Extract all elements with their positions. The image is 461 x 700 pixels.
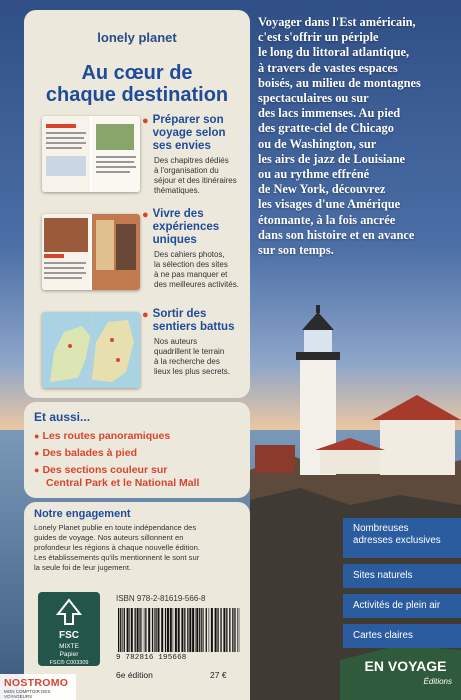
tag-label: Sites naturels [353, 570, 413, 581]
feature-description: lieux les plus secrets. [154, 367, 231, 376]
also-title: Et aussi... [34, 410, 91, 424]
also-item-continuation: Central Park et le National Mall [46, 477, 200, 489]
barcode-bar [142, 608, 143, 652]
barcode-bar [139, 608, 140, 652]
barcode-bar [220, 608, 221, 652]
also-panel [24, 402, 250, 498]
feature-title: sentiers battus [152, 321, 235, 333]
barcode-bar [144, 608, 145, 652]
barcode-bar [120, 608, 121, 652]
also-item [34, 464, 167, 476]
tag-box [343, 564, 461, 588]
guide-map-image [42, 312, 140, 388]
tag-box [343, 624, 461, 648]
engagement-line: guides de voyage. Nos auteurs sillonnent en [34, 533, 184, 542]
barcode-bar [223, 608, 225, 652]
bullet-icon: ● [34, 431, 40, 441]
feature-title: voyage selon [152, 127, 226, 139]
barcode-bar [178, 608, 180, 652]
bullet-icon: ● [142, 309, 149, 321]
intro-line: sur son temps. [258, 243, 334, 258]
bullet-icon: ● [34, 465, 40, 475]
barcode-bar [131, 608, 133, 652]
feature-description: à ne pas manquer et [154, 270, 228, 279]
intro-line: les visages d'une Amérique [258, 197, 401, 212]
barcode-bar [226, 608, 227, 652]
feature-item [142, 114, 252, 196]
engagement-panel [24, 502, 250, 700]
barcode-bar [148, 608, 150, 652]
barcode-bar [211, 608, 213, 652]
bullet-icon: ● [34, 448, 40, 458]
stamp-name: NOSTROMO [4, 677, 69, 689]
intro-line: boisés, au milieu de montagnes [258, 75, 421, 90]
tag-label: Activités de plein air [353, 600, 441, 611]
intro-line: Voyager dans l'Est américain, [258, 15, 416, 29]
fsc-code: FSC® C003309 [49, 660, 89, 666]
also-item [34, 430, 170, 442]
edition-label: 6e édition [116, 670, 153, 680]
intro-line: c'est s'offrir un périple [258, 30, 379, 45]
features-panel [24, 10, 250, 398]
intro-line: des gratte-ciel de Chicago [258, 121, 394, 136]
barcode-bar [209, 608, 210, 652]
feature-description: Des chapitres dédiés [154, 156, 229, 165]
fsc-logo [38, 592, 100, 666]
barcode-bar [173, 608, 174, 652]
barcode-bar [206, 608, 207, 652]
intro-line: des lacs immenses. Au pied [258, 106, 401, 121]
barcode-bar [167, 608, 169, 652]
feature-description: séjour et des itinéraires [154, 176, 237, 185]
guide-spread-image-2 [42, 214, 140, 290]
barcode-bar [170, 608, 172, 652]
intro-line: le long du littoral atlantique, [258, 45, 410, 60]
engagement-title: Notre engagement [34, 508, 131, 520]
feature-title: ses envies [152, 140, 211, 152]
barcode-bar [152, 608, 153, 652]
barcode-bar [124, 608, 125, 652]
collection-logo: EN VOYAGE [364, 658, 447, 674]
barcode-bar [199, 608, 200, 652]
tag-box [343, 518, 461, 558]
engagement-line: profondeur les régions à chaque nouvelle édition. [34, 543, 200, 552]
barcode-bar [165, 608, 166, 652]
barcode-bar [189, 608, 191, 652]
also-item [34, 447, 137, 459]
panel-title-line: Au cœur de [81, 62, 193, 84]
lonely-planet-logo: lonely planet [97, 30, 177, 45]
fsc-mixte: MIXTE [59, 643, 79, 650]
barcode-bar [161, 608, 163, 652]
bullet-icon: ● [142, 115, 149, 127]
intro-line: ou de Washington, sur [258, 136, 377, 151]
feature-item [142, 308, 252, 377]
barcode [116, 608, 242, 652]
engagement-line: Les établissements qu'ils mentionnent le sont sur [34, 553, 200, 562]
barcode-bar [145, 608, 146, 652]
barcode-bar [215, 608, 217, 652]
barcode-bar [154, 608, 155, 652]
barcode-bar [229, 608, 230, 652]
barcode-bar [234, 608, 235, 652]
intro-text [258, 15, 461, 258]
barcode-bar [195, 608, 196, 652]
barcode-bar [184, 608, 185, 652]
barcode-bar [237, 608, 238, 652]
barcode-bar [122, 608, 123, 652]
engagement-line: la seule foi de leur jugement. [34, 563, 132, 572]
barcode-bar [232, 608, 233, 652]
feature-description: à l'organisation du [154, 166, 219, 175]
barcode-bar [137, 608, 139, 652]
barcode-bar [118, 608, 119, 652]
stamp-subtitle: MON COMPTOIR DES VOYAGEURS [4, 689, 51, 699]
engagement-text [34, 523, 240, 573]
also-item-label: Les routes panoramiques [42, 430, 171, 442]
tag-label: adresses exclusives [353, 535, 441, 546]
tag-label: Nombreuses [353, 523, 409, 534]
fsc-papier: Papier [59, 651, 79, 658]
barcode-bar [196, 608, 198, 652]
barcode-bar [175, 608, 177, 652]
intro-line: étonnante, à la fois ancrée [258, 212, 396, 227]
publisher-label: Éditions [423, 677, 452, 686]
barcode-bar [187, 608, 188, 652]
feature-title: Préparer son [152, 114, 224, 126]
intro-line: à travers de vastes espaces [258, 60, 398, 75]
feature-description: thématiques. [154, 186, 200, 195]
barcode-bar [201, 608, 202, 652]
feature-description: quadrillent le terrain [154, 347, 225, 356]
feature-title: Sortir des [152, 308, 207, 320]
intro-line: dans son histoire et en avance [258, 227, 415, 242]
tree-icon [54, 598, 84, 626]
guide-spread-image-1 [42, 116, 140, 192]
isbn-text: ISBN 978-2-81619-566-8 [116, 594, 206, 603]
fsc-label: FSC [59, 630, 79, 641]
feature-description: Nos auteurs [154, 337, 198, 346]
nostromo-stamp [0, 674, 76, 700]
also-item-label: Des sections couleur sur [42, 464, 168, 476]
feature-title: expériences [152, 221, 220, 233]
feature-title: Vivre des [152, 208, 204, 220]
panel-title [24, 62, 250, 106]
barcode-bar [203, 608, 204, 652]
intro-line: spectaculaires ou sur [258, 91, 369, 106]
intro-line: de New York, découvrez [258, 182, 386, 197]
intro-line: ou au rythme effréné [258, 167, 370, 182]
price-label: 27 € [210, 670, 227, 680]
feature-description: à la recherche des [154, 357, 220, 366]
feature-title: uniques [152, 234, 197, 246]
barcode-bar [217, 608, 218, 652]
tag-box [343, 594, 461, 618]
bullet-icon: ● [142, 209, 149, 221]
intro-line: les airs de jazz de Louisiane [258, 151, 405, 166]
feature-description: des meilleures activités. [154, 280, 239, 289]
tag-label: Cartes claires [353, 630, 413, 641]
also-item-label: Des balades à pied [42, 447, 137, 459]
barcode-bar [192, 608, 194, 652]
feature-item [142, 208, 252, 290]
barcode-bar [155, 608, 156, 652]
barcode-number: 9 782816 195668 [116, 654, 187, 662]
barcode-bar [129, 608, 130, 652]
feature-description: la sélection des sites [154, 260, 228, 269]
engagement-line: Lonely Planet publie en toute indépendance des [34, 523, 197, 532]
barcode-bar [135, 608, 136, 652]
barcode-bar [127, 608, 129, 652]
feature-description: Des cahiers photos, [154, 250, 225, 259]
barcode-bar [239, 608, 240, 652]
barcode-bar [158, 608, 160, 652]
panel-title-line: chaque destination [45, 84, 229, 106]
barcode-bar [181, 608, 183, 652]
